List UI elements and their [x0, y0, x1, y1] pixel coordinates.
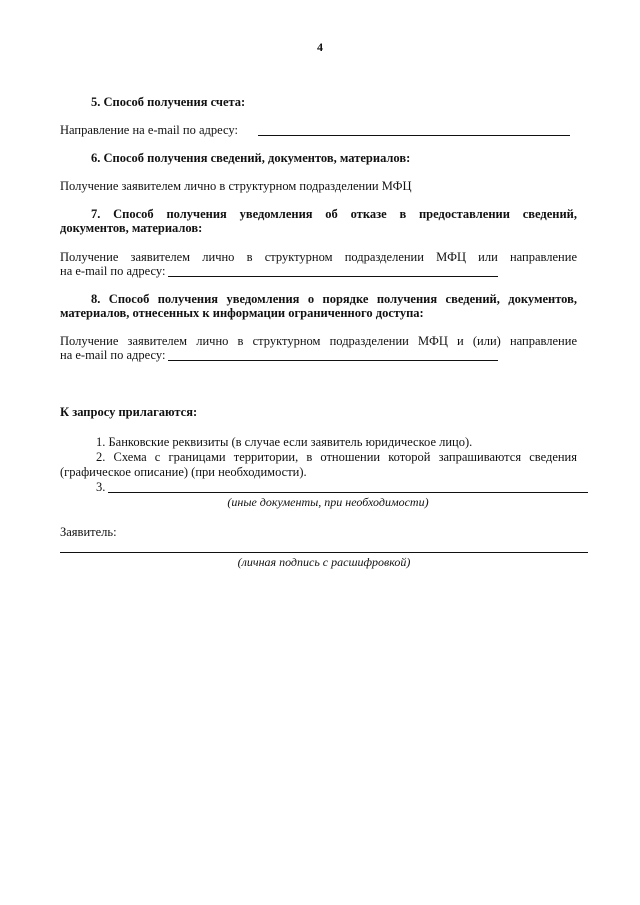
- attachment-item-1: 1. Банковские реквизиты (в случае если заявитель юридическое лицо).: [96, 435, 473, 449]
- attachment-item-3-number: 3.: [96, 480, 106, 494]
- section-8-text-line2: на e-mail по адресу:: [60, 348, 166, 362]
- section-8-heading-line2: материалов, отнесенных к информации ограниченного доступа:: [60, 306, 424, 320]
- applicant-signature-field[interactable]: [60, 552, 588, 553]
- section-8-text-line1: Получение заявителем лично в структурном подразделении МФЦ и (или) направление: [60, 334, 577, 348]
- section-7-text-line1: Получение заявителем лично в структурном подразделении МФЦ или направление: [60, 250, 577, 264]
- section-5-text: Направление на e-mail по адресу:: [60, 123, 238, 137]
- section-5-heading: 5. Способ получения счета:: [91, 95, 246, 109]
- section-8-email-field[interactable]: [168, 360, 498, 361]
- section-6-heading: 6. Способ получения сведений, документов, материалов:: [91, 151, 411, 165]
- attachment-item-2-line1: 2. Схема с границами территории, в отношении которой запрашиваются сведения: [96, 450, 577, 464]
- applicant-signature-caption: (личная подпись с расшифровкой): [237, 555, 411, 569]
- section-7-heading-line2: документов, материалов:: [60, 221, 203, 235]
- section-7-email-field[interactable]: [168, 276, 498, 277]
- attachment-item-2-line2: (графическое описание) (при необходимости).: [60, 465, 307, 479]
- section-5-email-field[interactable]: [258, 135, 570, 136]
- section-7-text-line2: на e-mail по адресу:: [60, 264, 166, 278]
- section-7-heading-line1: 7. Способ получения уведомления об отказе в предоставлении сведений,: [91, 207, 577, 221]
- page-number: 4: [317, 40, 323, 54]
- section-6-text: Получение заявителем лично в структурном подразделении МФЦ: [60, 179, 412, 193]
- attachment-item-3-caption: (иные документы, при необходимости): [227, 495, 429, 509]
- attachment-item-3-field[interactable]: [108, 492, 588, 493]
- attachments-heading: К запросу прилагаются:: [60, 405, 198, 419]
- applicant-label: Заявитель:: [60, 525, 117, 539]
- section-8-heading-line1: 8. Способ получения уведомления о порядке получения сведений, документов,: [91, 292, 577, 306]
